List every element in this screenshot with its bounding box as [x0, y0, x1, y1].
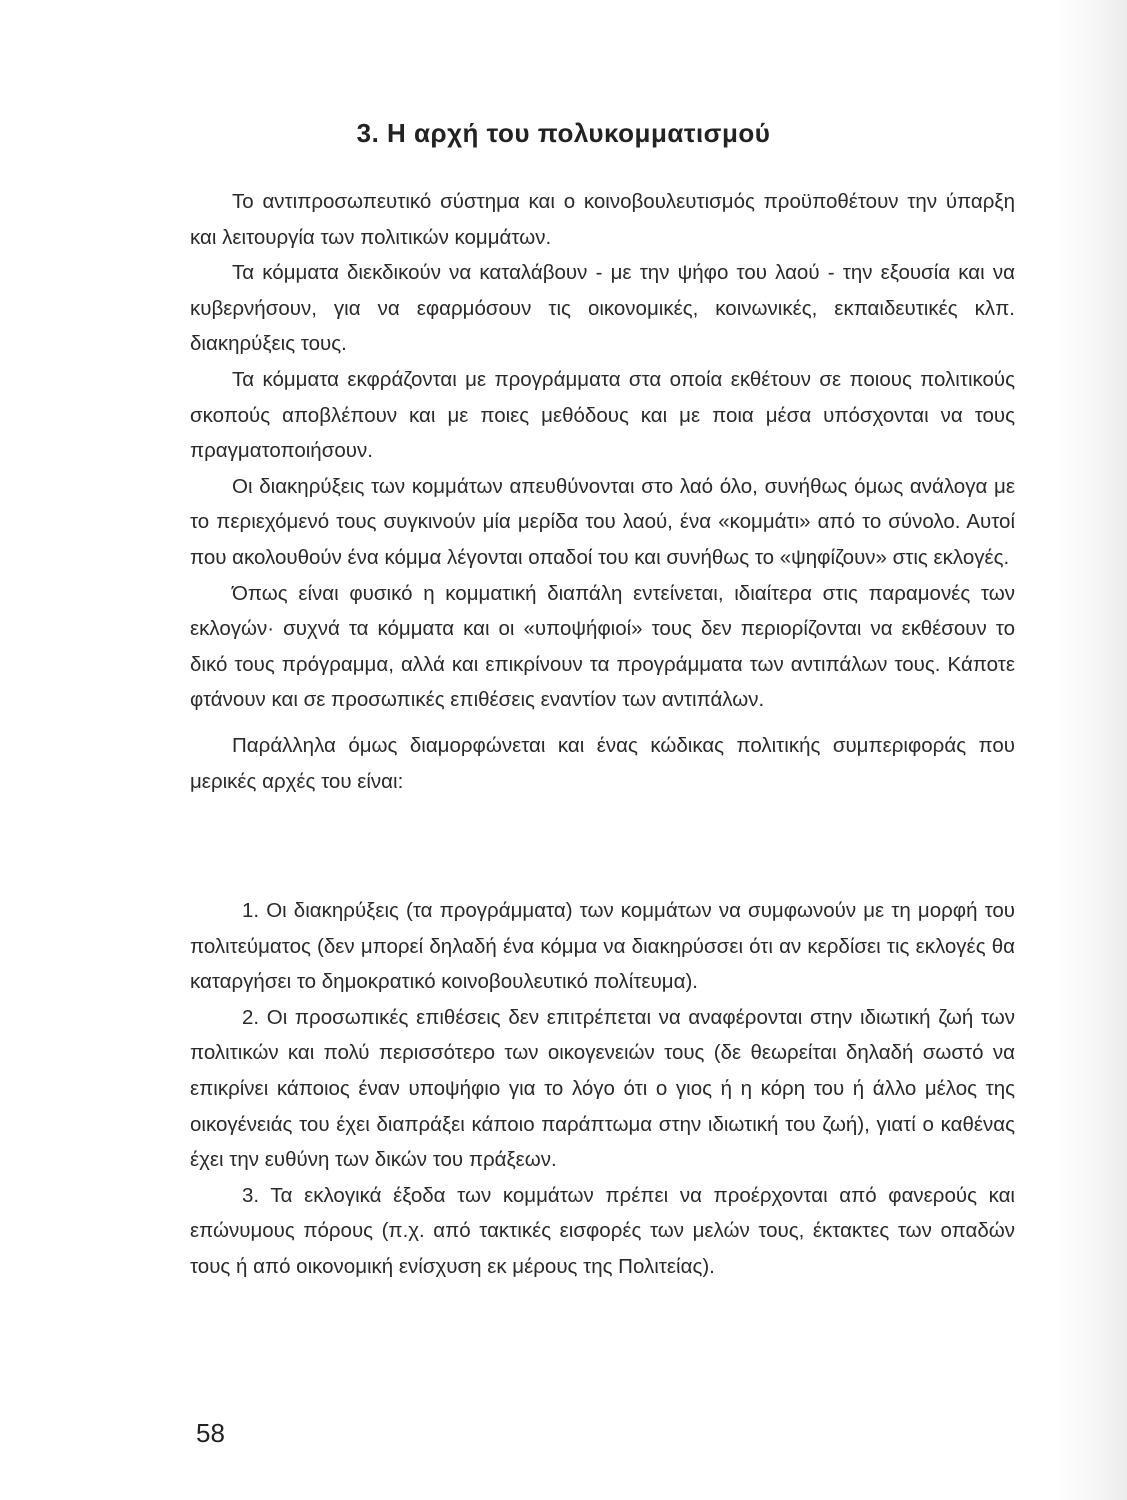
paragraph: Τα κόμματα διεκδικούν να καταλάβουν - με την ψήφο του λαού - την εξουσία και να κυβερνήσουν, για να εφαρμόσουν τις οικονομικές, κοινωνικές, εκπαιδευτικές κλπ. διακηρύξεις τους.	[190, 261, 1015, 356]
paragraph: Το αντιπροσωπευτικό σύστημα και ο κοινοβουλευτισμός προϋποθέτουν την ύπαρξη και λειτουργία των πολιτικών κομμάτων.	[190, 190, 1015, 249]
paragraph: Τα κόμματα εκφράζονται με προγράμματα στα οποία εκθέτουν σε ποιους πολιτικούς σκοπούς αποβλέπουν και με ποιες μεθόδους και με ποια μέσα υπόσχονται να τους πραγματοποιήσουν.	[190, 367, 1015, 463]
paragraph: Οι διακηρύξεις των κομμάτων απευθύνονται στο λαό όλο, συνήθως όμως ανάλογα με το περιεχόμενό τους συγκινούν μία μερίδα του λαού, ένα «κομμάτι» από το σύνολο. Αυτοί που ακολουθούν ένα κόμμα λέγονται οπαδοί του και συνήθως το «ψηφίζουν» στις εκλογές.	[190, 474, 1015, 569]
page-number: 58	[196, 1418, 225, 1448]
body-text	[190, 184, 1015, 799]
principles-list	[190, 893, 1015, 1285]
paragraph: Όπως είναι φυσικό η κομματική διαπάλη εντείνεται, ιδιαίτερα στις παραμονές των εκλογών· συχνά τα κόμματα και οι «υποψήφιοί» τους δεν περιορίζονται να εκθέσουν το δικό τους πρόγραμμα, αλλά και επικρίνουν τα προγράμματα των αντιπάλων τους. Κάποτε φτάνουν και σε προσωπικές επιθέσεις εναντίον των αντιπάλων.	[190, 581, 1015, 712]
page-edge-shadow	[1057, 0, 1127, 1500]
list-item: 1. Οι διακηρύξεις (τα προγράμματα) των κομμάτων να συμφωνούν με τη μορφή του πολιτεύματος (δεν μπορεί δηλαδή ένα κόμμα να διακηρύσσει ότι αν κερδίσει τις εκλογές θα καταργήσει το δημοκρατικό κοινοβουλευτικό πολίτευμα).	[190, 899, 1015, 994]
list-item: 2. Οι προσωπικές επιθέσεις δεν επιτρέπεται να αναφέρονται στην ιδιωτική ζωή των πολιτικών και πολύ περισσότερο των οικογενειών τους (δε θεωρείται δηλαδή σωστό να επικρίνει κάποιος έναν υποψήφιο για το λόγο ότι ο γιος ή η κόρη του ή άλλο μέλος της οικογένειάς του έχει διαπράξει κάποιο παράπτωμα στην ιδιωτική του ζωή), γιατί ο καθένας έχει την ευθύνη των δικών του πράξεων.	[190, 1005, 1015, 1172]
paragraph: Παράλληλα όμως διαμορφώνεται και ένας κώδικας πολιτικής συμπεριφοράς που μερικές αρχές του είναι:	[190, 733, 1015, 793]
list-item: 3. Τα εκλογικά έξοδα των κομμάτων πρέπει να προέρχονται από φανερούς και επώνυμους πόρους (π.χ. από τακτικές εισφορές των μελών τους, έκτακτες των οπαδών τους ή από οικονομική ενίσχυση εκ μέρους της Πολιτείας).	[190, 1183, 1015, 1278]
section-title: 3. Η αρχή του πολυκομματισμού	[356, 118, 771, 148]
